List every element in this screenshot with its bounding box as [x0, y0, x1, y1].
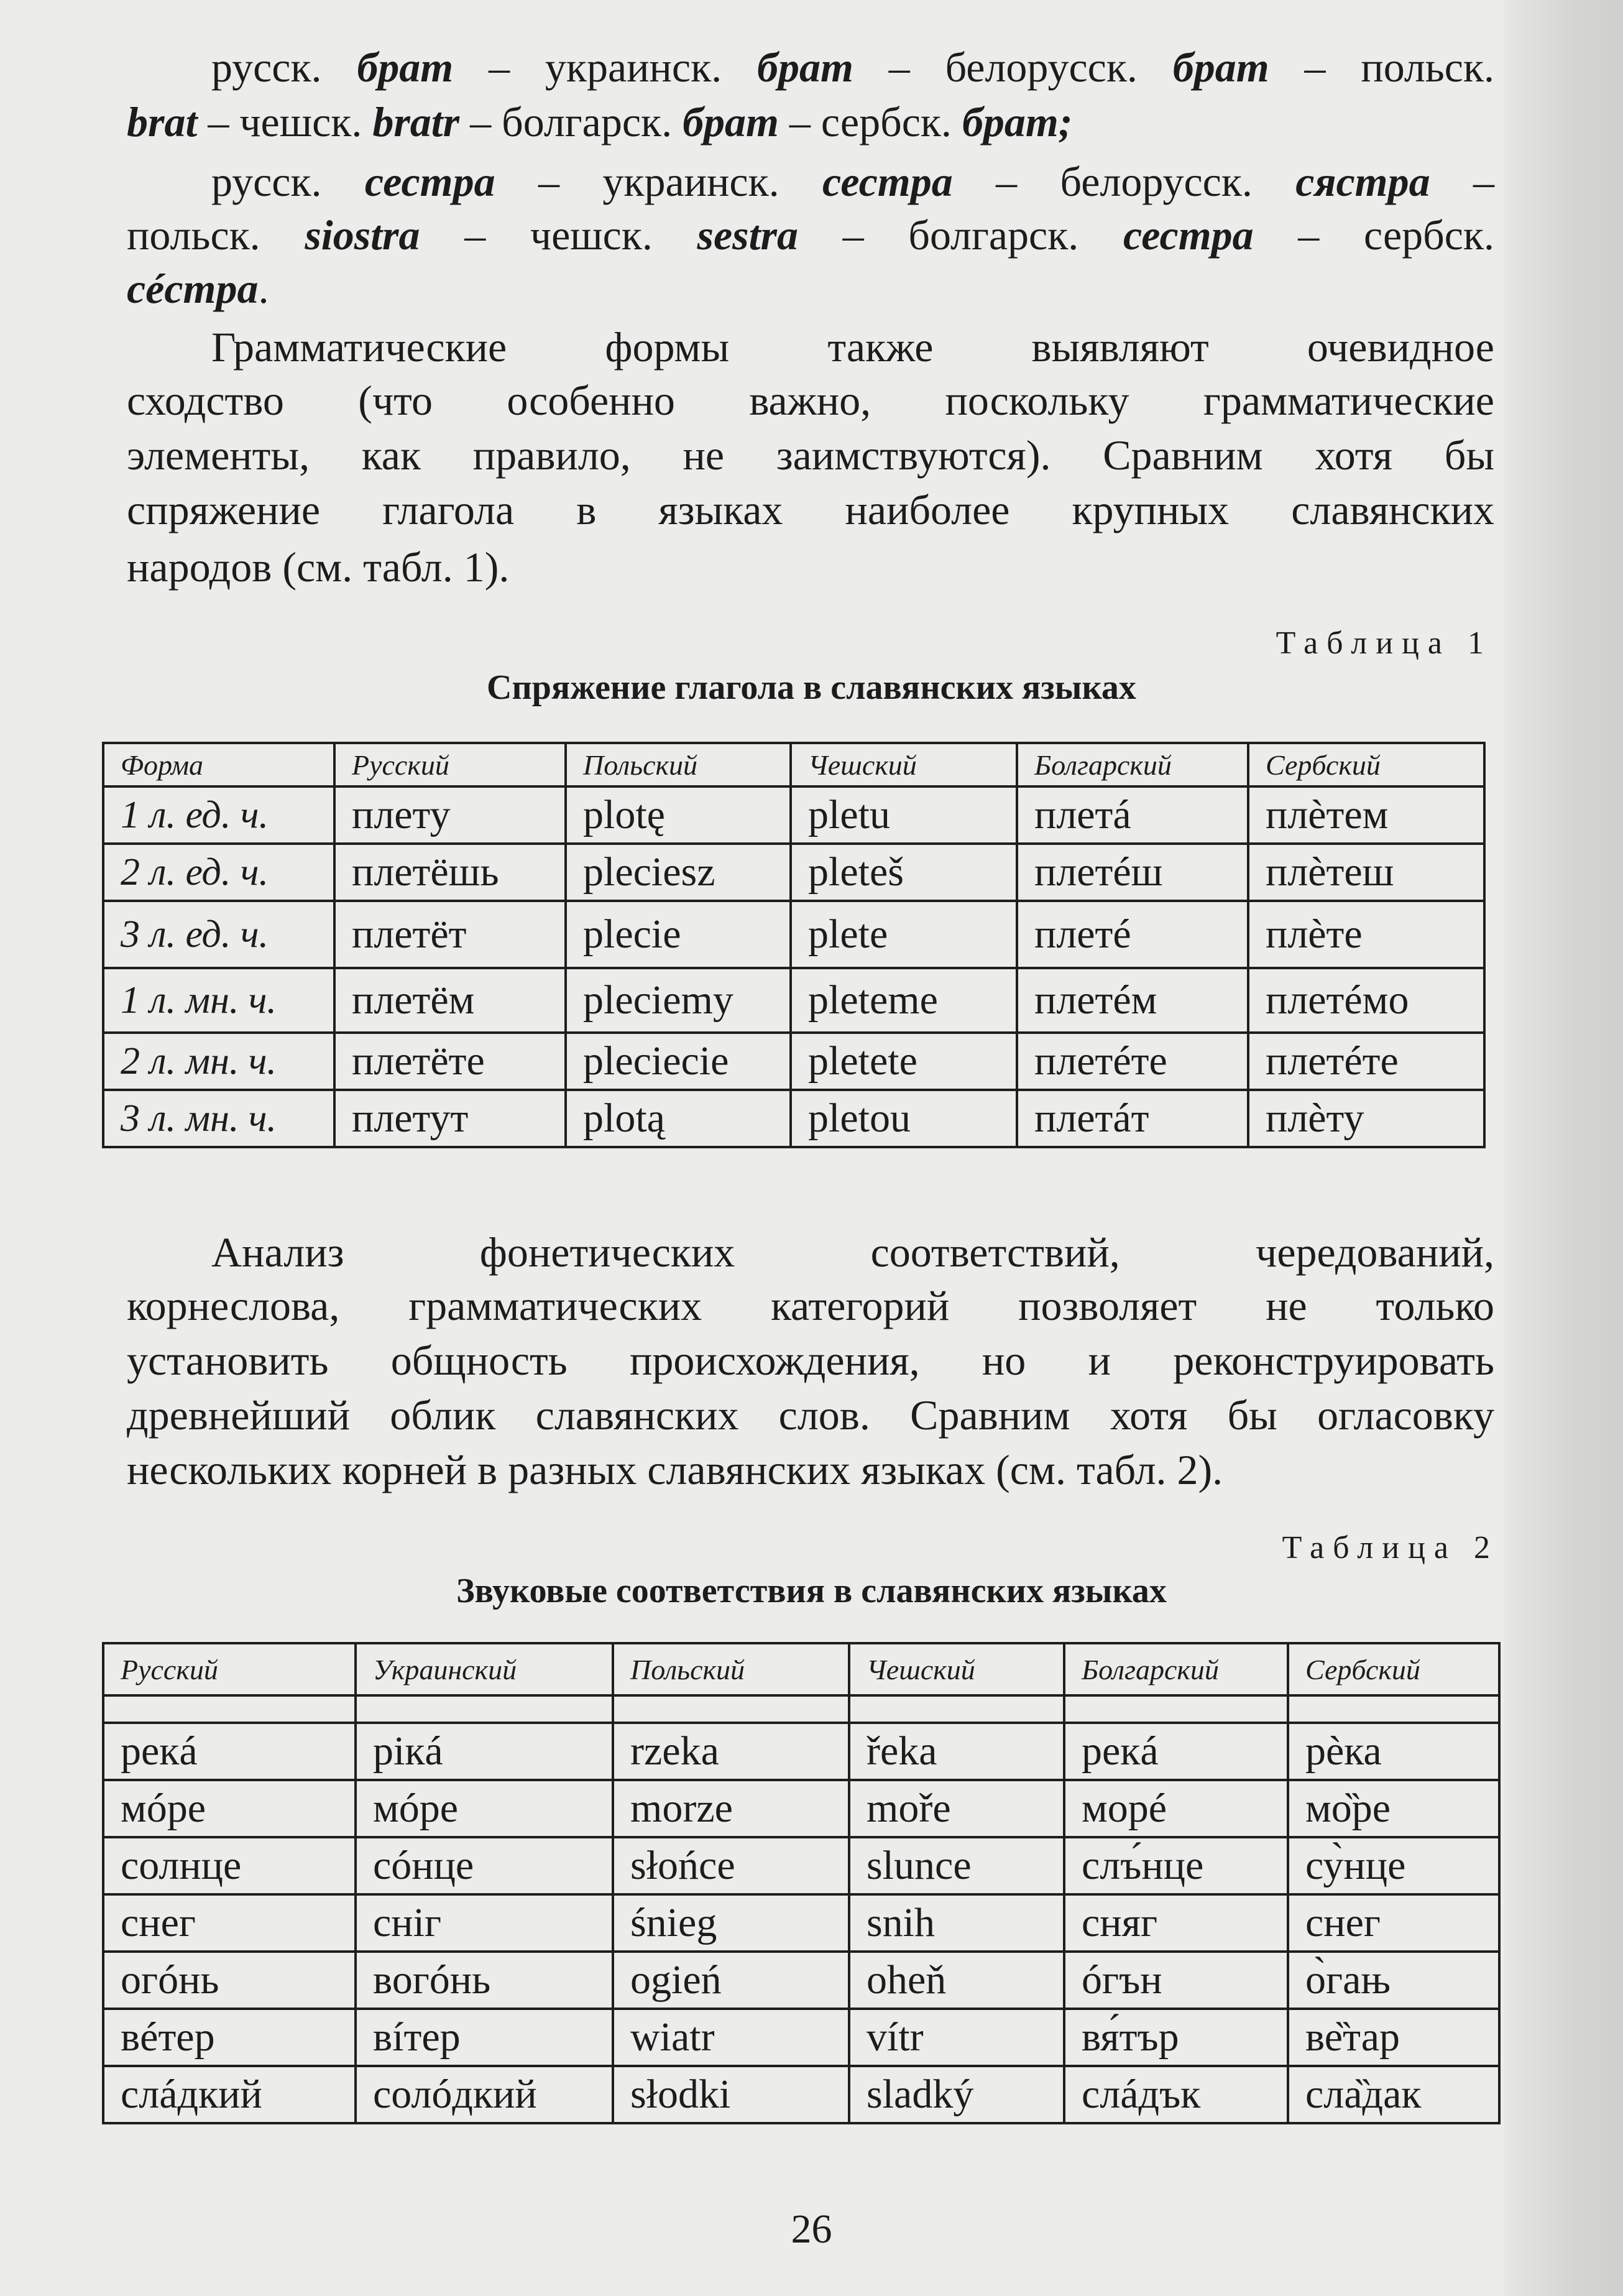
table-cell: 2 л. ед. ч.	[103, 844, 334, 901]
table-cell: мóре	[356, 1780, 613, 1837]
page-edge-shadow	[1504, 0, 1623, 2296]
para2-line2: польск. siostra – чешск. sestra – болгарск. сестра – сербск.	[127, 211, 1494, 259]
para2-line3: сéстра.	[127, 265, 269, 312]
table-cell: слáдък	[1064, 2066, 1288, 2123]
table-header-row	[103, 743, 1484, 786]
table-cell: 3 л. мн. ч.	[103, 1090, 334, 1147]
table-row	[103, 1952, 1499, 2009]
header-cell: Русский	[334, 743, 566, 786]
table-cell: pleciesz	[566, 844, 791, 901]
table-cell: plete	[791, 901, 1017, 968]
para4-line2: корнеслова, грамматических категорий позволяет не только	[127, 1282, 1494, 1329]
table-cell: плèтеш	[1248, 844, 1484, 901]
table-cell: slunce	[849, 1837, 1064, 1894]
para4-line1: Анализ фонетических соответствий, чередований,	[211, 1229, 1494, 1276]
table-cell: snih	[849, 1894, 1064, 1952]
header-cell: Чешский	[791, 743, 1017, 786]
table-cell: плетá	[1017, 786, 1248, 844]
empty-cell	[103, 1695, 356, 1723]
table-cell: су̀нце	[1288, 1837, 1499, 1894]
table-cell: plotę	[566, 786, 791, 844]
table-cell: вя́тър	[1064, 2009, 1288, 2066]
para1-line2: brat – чешск. bratr – болгарск. брат – сербск. брат;	[127, 98, 1073, 145]
table-cell: слъ́нце	[1064, 1837, 1288, 1894]
empty-cell	[613, 1695, 849, 1723]
table-cell: 1 л. ед. ч.	[103, 786, 334, 844]
table2-caption: Таблица 2	[1282, 1530, 1499, 1565]
table-cell: сняг	[1064, 1894, 1288, 1952]
table-cell: вогóнь	[356, 1952, 613, 2009]
table-cell: słońce	[613, 1837, 849, 1894]
table-cell: вíтер	[356, 2009, 613, 2066]
para4-line4: древнейший облик славянских слов. Сравним хотя бы огласовку	[127, 1391, 1494, 1439]
table-row	[103, 1090, 1484, 1147]
table-cell: плетé	[1017, 901, 1248, 968]
table-cell: плетéмо	[1248, 968, 1484, 1033]
table-cell: плету	[334, 786, 566, 844]
table-cell: pletete	[791, 1033, 1017, 1090]
para3-line1: Грамматические формы также выявляют очевидное	[211, 323, 1494, 371]
header-cell: Сербский	[1288, 1643, 1499, 1695]
table-cell: огóнь	[103, 1952, 356, 2009]
header-cell: Польский	[613, 1643, 849, 1695]
header-cell: Болгарский	[1064, 1643, 1288, 1695]
table-cell: снег	[103, 1894, 356, 1952]
table-cell: солнце	[103, 1837, 356, 1894]
table-cell: vítr	[849, 2009, 1064, 2066]
table-cell: рекá	[103, 1723, 356, 1780]
table-cell: рекá	[1064, 1723, 1288, 1780]
table-cell: плèте	[1248, 901, 1484, 968]
table-cell: плетёт	[334, 901, 566, 968]
empty-cell	[849, 1695, 1064, 1723]
para4-line3: установить общность происхождения, но и реконструировать	[127, 1337, 1494, 1384]
table-cell: рèка	[1288, 1723, 1499, 1780]
table-cell: 3 л. ед. ч.	[103, 901, 334, 968]
table-row	[103, 901, 1484, 968]
table-cell: плетéш	[1017, 844, 1248, 901]
para4-line5: нескольких корней в разных славянских языках (см. табл. 2).	[127, 1446, 1223, 1493]
table-cell: мóре	[103, 1780, 356, 1837]
table-cell: 2 л. мн. ч.	[103, 1033, 334, 1090]
table-row	[103, 2066, 1499, 2123]
table-cell: плèтем	[1248, 786, 1484, 844]
table-cell: плетут	[334, 1090, 566, 1147]
table-cell: słodki	[613, 2066, 849, 2123]
table-cell: снег	[1288, 1894, 1499, 1952]
sound-correspondence-table	[102, 1642, 1501, 2124]
table-cell: плетёшь	[334, 844, 566, 901]
table-cell: плèту	[1248, 1090, 1484, 1147]
table-cell: солóдкий	[356, 2066, 613, 2123]
empty-cell	[1064, 1695, 1288, 1723]
table-cell: мо̏ре	[1288, 1780, 1499, 1837]
para3-line5: народов (см. табл. 1).	[127, 543, 510, 591]
table-cell: ogień	[613, 1952, 849, 2009]
table-cell: oheň	[849, 1952, 1064, 2009]
table-spacer-row	[103, 1695, 1499, 1723]
table-cell: плетём	[334, 968, 566, 1033]
table-cell: pleteš	[791, 844, 1017, 901]
page-number: 26	[791, 2206, 832, 2252]
table2-title: Звуковые соответствия в славянских языках	[456, 1572, 1167, 1610]
empty-cell	[1288, 1695, 1499, 1723]
table-header-row	[103, 1643, 1499, 1695]
table-cell: плетáт	[1017, 1090, 1248, 1147]
para3-line2: сходство (что особенно важно, поскольку грамматические	[127, 377, 1494, 424]
table-cell: řeka	[849, 1723, 1064, 1780]
empty-cell	[356, 1695, 613, 1723]
header-cell: Украинский	[356, 1643, 613, 1695]
table-cell: сла̏дак	[1288, 2066, 1499, 2123]
table-cell: pletu	[791, 786, 1017, 844]
table1-caption: Таблица 1	[1276, 625, 1492, 661]
table-row	[103, 968, 1484, 1033]
table-row	[103, 1723, 1499, 1780]
para3-line3: элементы, как правило, не заимствуются). Сравним хотя бы	[127, 431, 1494, 479]
table-row	[103, 1894, 1499, 1952]
table-cell: плетéте	[1248, 1033, 1484, 1090]
table-cell: о̀гањ	[1288, 1952, 1499, 2009]
table-cell: рікá	[356, 1723, 613, 1780]
table-cell: wiatr	[613, 2009, 849, 2066]
para2-line1: русск. сестра – украинск. сестра – белорусск. сястра –	[211, 158, 1494, 205]
table-cell: плетéте	[1017, 1033, 1248, 1090]
table-cell: sladký	[849, 2066, 1064, 2123]
header-cell: Сербский	[1248, 743, 1484, 786]
table1-title: Спряжение глагола в славянских языках	[487, 668, 1136, 707]
table-cell: plecie	[566, 901, 791, 968]
table-cell: pleciecie	[566, 1033, 791, 1090]
header-cell: Форма	[103, 743, 334, 786]
table-cell: ве̏тар	[1288, 2009, 1499, 2066]
table-cell: плетёте	[334, 1033, 566, 1090]
table-row	[103, 786, 1484, 844]
table-cell: morze	[613, 1780, 849, 1837]
header-cell: Чешский	[849, 1643, 1064, 1695]
table-cell: морé	[1064, 1780, 1288, 1837]
table-cell: moře	[849, 1780, 1064, 1837]
table-cell: 1 л. мн. ч.	[103, 968, 334, 1033]
para3-line4: спряжение глагола в языках наиболее крупных славянских	[127, 486, 1494, 533]
table-cell: сніг	[356, 1894, 613, 1952]
header-cell: Русский	[103, 1643, 356, 1695]
table-cell: pletou	[791, 1090, 1017, 1147]
table-row	[103, 2009, 1499, 2066]
conjugation-table	[102, 742, 1486, 1148]
table-cell: вéтер	[103, 2009, 356, 2066]
table-cell: rzeka	[613, 1723, 849, 1780]
table-cell: сóнце	[356, 1837, 613, 1894]
header-cell: Польский	[566, 743, 791, 786]
table-cell: plotą	[566, 1090, 791, 1147]
table-cell: слáдкий	[103, 2066, 356, 2123]
table-cell: pleciemy	[566, 968, 791, 1033]
para1-line1: русск. брат – украинск. брат – белорусск. брат – польск.	[211, 44, 1494, 91]
table-cell: śnieg	[613, 1894, 849, 1952]
table-cell: óгън	[1064, 1952, 1288, 2009]
table-row	[103, 1837, 1499, 1894]
table-row	[103, 1033, 1484, 1090]
table-row	[103, 1780, 1499, 1837]
table-cell: pleteme	[791, 968, 1017, 1033]
table-row	[103, 844, 1484, 901]
header-cell: Болгарский	[1017, 743, 1248, 786]
table-cell: плетéм	[1017, 968, 1248, 1033]
